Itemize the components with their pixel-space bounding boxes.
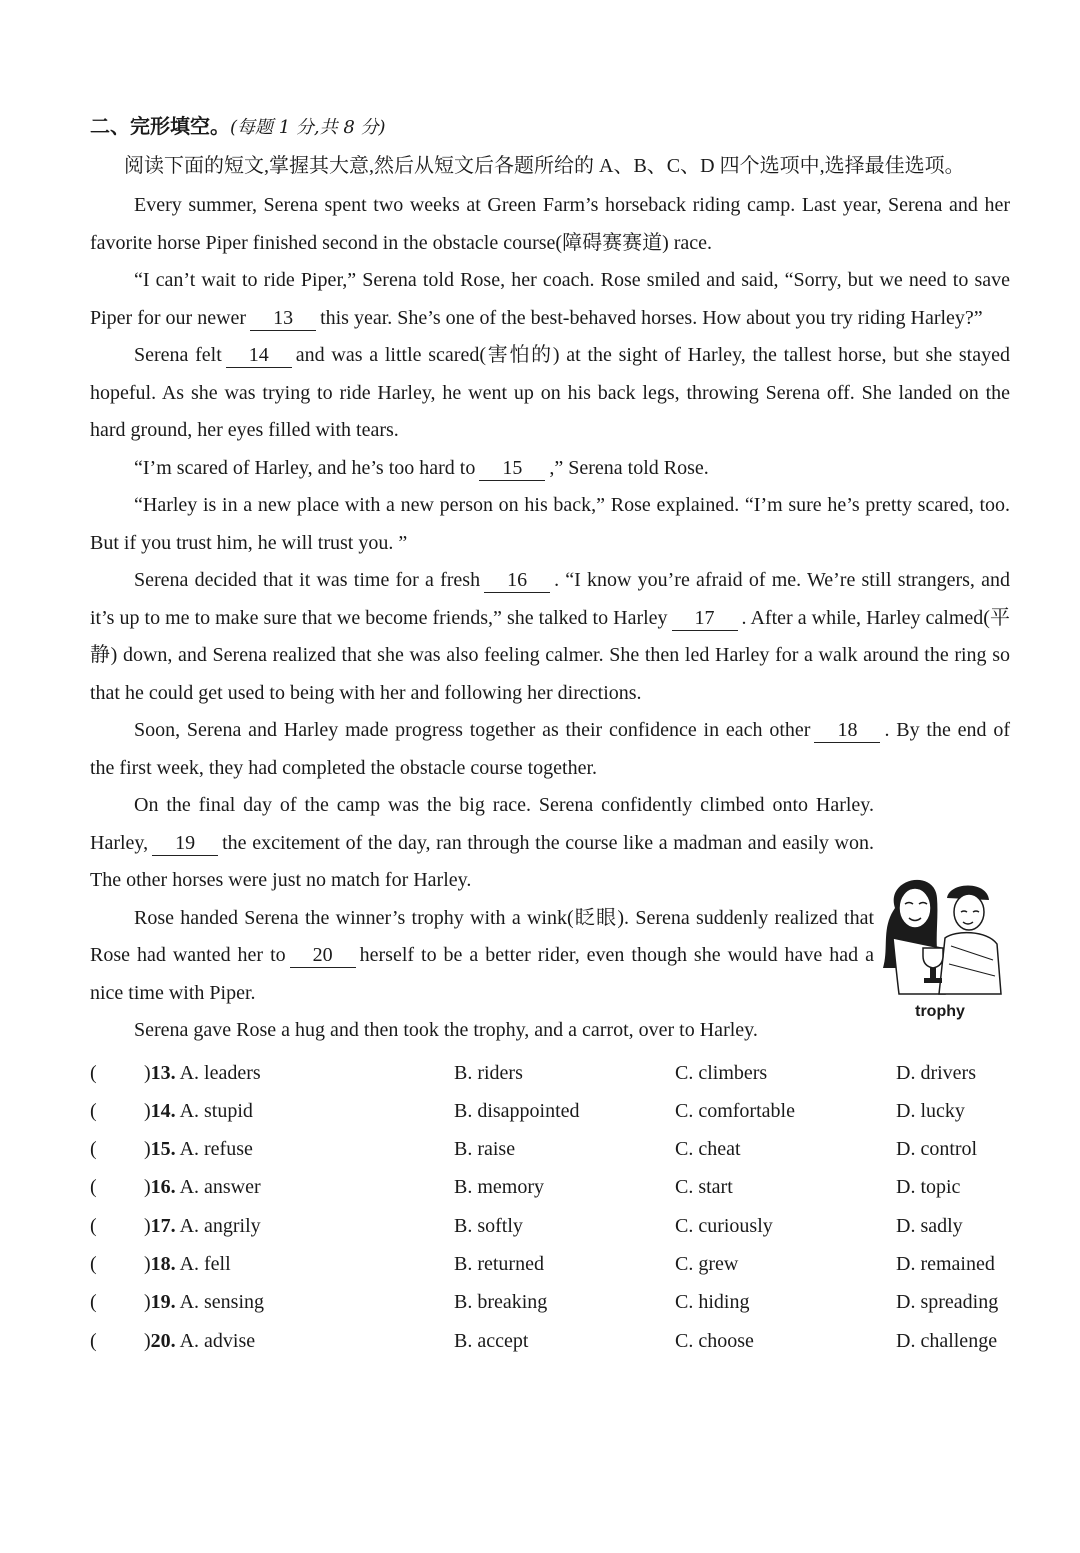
option-a: A. sensing xyxy=(179,1291,265,1314)
option-a: A. leaders xyxy=(179,1061,261,1084)
instructions: 阅读下面的短文,掌握其大意,然后从短文后各题所给的 A、B、C、D 四个选项中,选择最佳选项。 xyxy=(124,155,965,177)
option-b: B. softly xyxy=(454,1214,523,1237)
option-a: A. fell xyxy=(179,1252,231,1275)
passage-paragraph-1: Every summer, Serena spent two weeks at Green Farm’s horseback riding camp. Last year, Serena and her favorite horse Piper finished second in the obstacle course(障碍赛赛道) race. xyxy=(90,194,1010,254)
passage-paragraph-2: “I can’t wait to ride Piper,” Serena told Rose, her coach. Rose smiled and said, “Sorry, but we need to save Piper for our newer 13 this year. She’s one of the best-behaved horses. How about you try riding Harley?” xyxy=(90,269,1010,329)
passage-paragraph-5: “Harley is in a new place with a new person on his back,” Rose explained. “I’m sure he’s pretty scared, too. But if you trust him, he will trust you. ” xyxy=(90,494,1010,554)
option-c: C. cheat xyxy=(675,1138,741,1161)
question-row: ( )13. A. leaders B. riders C. climbers D. drivers xyxy=(90,1054,1010,1092)
question-row: ( )15. A. refuse B. raise C. cheat D. control xyxy=(90,1130,1010,1168)
option-d: D. lucky xyxy=(896,1099,965,1122)
blank-18: 18 xyxy=(814,718,880,743)
blank-16: 16 xyxy=(484,568,550,593)
option-d: D. drivers xyxy=(896,1061,976,1084)
blank-19: 19 xyxy=(152,831,218,856)
option-c: C. curiously xyxy=(675,1214,773,1237)
option-d: D. control xyxy=(896,1138,978,1161)
trophy-illustration xyxy=(870,868,1010,1021)
option-b: B. raise xyxy=(454,1138,516,1161)
option-c: C. grew xyxy=(675,1252,739,1275)
passage-paragraph-9: Rose handed Serena the winner’s trophy with a wink(眨眼). Serena suddenly realized that Rose had wanted her to 20 herself to be a better rider, even though she would have had a nice time with Piper. xyxy=(90,906,874,1004)
option-c: C. choose xyxy=(675,1329,754,1352)
option-d: D. spreading xyxy=(896,1291,999,1314)
question-row: ( )17. A. angrily B. softly C. curiously D. sadly xyxy=(90,1207,1010,1245)
option-b: B. returned xyxy=(454,1252,544,1275)
question-row: ( )18. A. fell B. returned C. grew D. remained xyxy=(90,1245,1010,1283)
option-d: D. topic xyxy=(896,1176,961,1199)
option-a: A. angrily xyxy=(179,1214,261,1237)
question-row: ( )20. A. advise B. accept C. choose D. challenge xyxy=(90,1322,1010,1360)
option-a: A. answer xyxy=(179,1176,261,1199)
option-b: B. memory xyxy=(454,1176,544,1199)
question-row: ( )16. A. answer B. memory C. start D. topic xyxy=(90,1168,1010,1206)
question-row: ( )14. A. stupid B. disappointed C. comfortable D. lucky xyxy=(90,1092,1010,1130)
option-c: C. start xyxy=(675,1176,733,1199)
option-b: B. accept xyxy=(454,1329,529,1352)
passage-paragraph-3: Serena felt 14 and was a little scared(害怕的) at the sight of Harley, the tallest horse, but she stayed hopeful. As she was trying to ride Harley, he went up on his back legs, throwing Serena off. She landed on the hard ground, her eyes filled with tears. xyxy=(90,344,1010,441)
option-d: D. sadly xyxy=(896,1214,963,1237)
option-d: D. remained xyxy=(896,1252,995,1275)
question-row: ( )19. A. sensing B. breaking C. hiding D. spreading xyxy=(90,1283,1010,1321)
option-d: D. challenge xyxy=(896,1329,998,1352)
option-a: A. refuse xyxy=(179,1138,253,1161)
options-list xyxy=(90,1054,1010,1360)
option-b: B. riders xyxy=(454,1061,523,1084)
option-a: A. advise xyxy=(179,1329,256,1352)
section-heading xyxy=(90,112,1010,143)
option-a: A. stupid xyxy=(179,1099,253,1122)
option-c: C. hiding xyxy=(675,1291,750,1314)
illustration-caption: trophy xyxy=(915,1003,965,1020)
girl-and-rider-illustration-icon xyxy=(875,868,1005,996)
passage-paragraph-10: Serena gave Rose a hug and then took the trophy, and a carrot, over to Harley. xyxy=(134,1019,758,1041)
passage-paragraph-6: Serena decided that it was time for a fresh 16 . “I know you’re afraid of me. We’re still strangers, and it’s up to me to make sure that we become friends,” she talked to Harley 17 . After a while, Harley calmed(平静) down, and Serena realized that she was also feeling calmer. She then led Harley for a walk around the ring so that he could get used to being with her and following her directions. xyxy=(90,569,1010,704)
passage-paragraph-4: “I’m scared of Harley, and he’s too hard to 15 ,” Serena told Rose. xyxy=(134,456,709,479)
option-b: B. disappointed xyxy=(454,1099,580,1122)
blank-13: 13 xyxy=(250,306,316,331)
option-b: B. breaking xyxy=(454,1291,548,1314)
section-title: 二、完形填空。 xyxy=(90,116,230,138)
option-c: C. comfortable xyxy=(675,1099,795,1122)
blank-14: 14 xyxy=(226,343,292,368)
blank-15: 15 xyxy=(479,456,545,481)
passage-paragraph-7: Soon, Serena and Harley made progress together as their confidence in each other 18 . By the end of the first week, they had completed the obstacle course together. xyxy=(90,719,1010,779)
blank-20: 20 xyxy=(290,943,356,968)
section-score-note: (每题 1 分,共 8 分) xyxy=(230,117,386,138)
blank-17: 17 xyxy=(672,606,738,631)
option-c: C. climbers xyxy=(675,1061,768,1084)
passage-paragraph-8: On the final day of the camp was the big race. Serena confidently climbed onto Harley. Harley, 19 the excitement of the day, ran through the course like a madman and easily won. The other horses were just no match for Harley. xyxy=(90,794,874,891)
